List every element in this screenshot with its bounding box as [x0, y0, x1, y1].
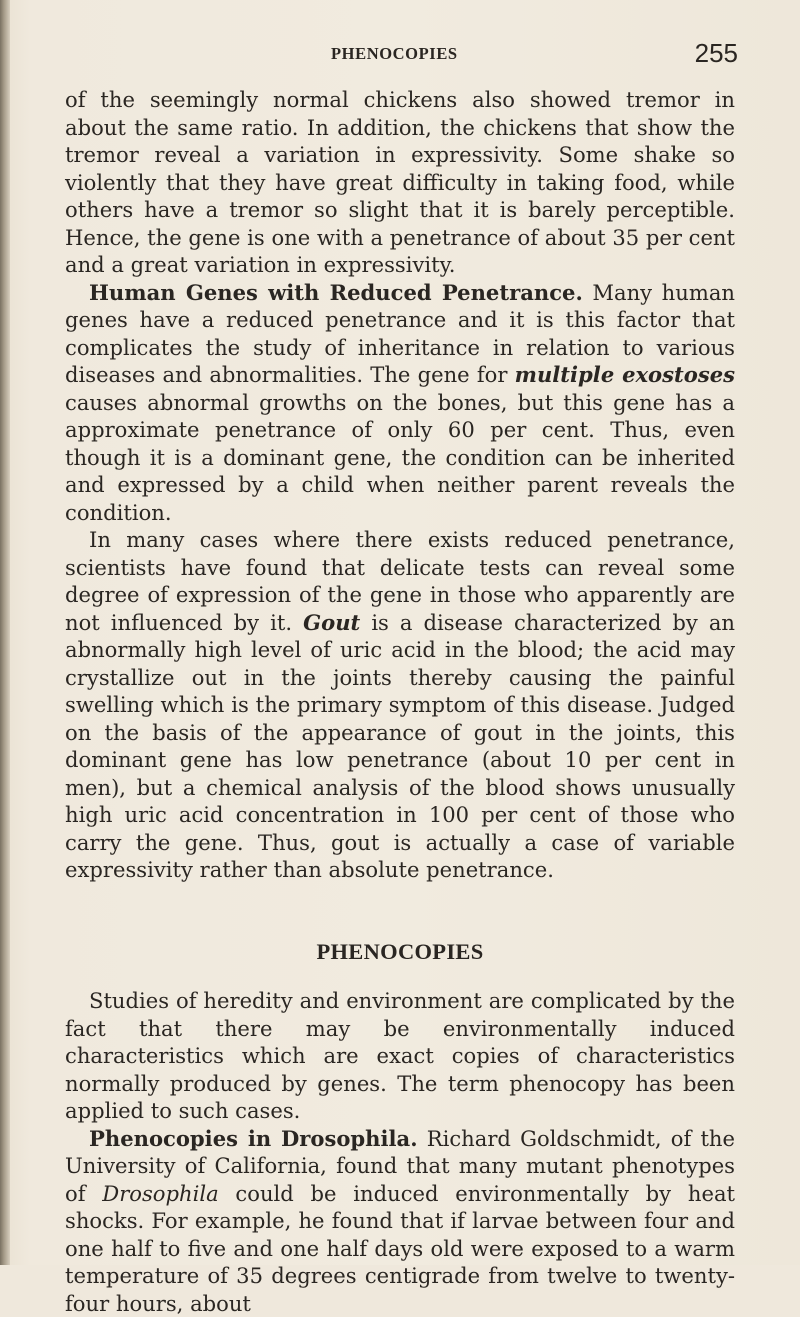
page-number: 255: [695, 38, 738, 69]
paragraph-phenocopy-intro: Studies of heredity and environment are complicated by the fact that there may be environmentally induced characteristics which are exact copies of characteristics normally produced by genes. The term phenocopy has been applied to such cases.: [65, 987, 735, 1125]
page-binding-edge: [0, 0, 10, 1265]
paragraph-text: Richard Goldschmidt, of the University of California, found that many mutant phenotypes of: [65, 1126, 735, 1206]
term-gout: Gout: [303, 610, 360, 635]
paragraph-gout: [65, 526, 735, 884]
paragraph-drosophila: [65, 1125, 735, 1317]
paragraph-text: is a disease characterized by an abnormally high level of uric acid in the blood; the acid may crystallize out in the joints thereby causing the painful swelling which is the primary symptom of this disease. Judged on the basis of the appearance of gout in the joints, this dominant gene has low penetrance (about 10 per cent in men), but a chemical analysis of the blood shows unusually high uric acid concentration in 100 per cent of those who carry the gene. Thus, gout is actually a case of variable expressivity rather than absolute penetrance.: [65, 610, 735, 883]
runin-heading-human-genes: Human Genes with Reduced Penetrance.: [89, 280, 583, 305]
running-head: PHENOCOPIES: [331, 44, 458, 64]
paragraph-text: causes abnormal growths on the bones, but this gene has a approximate penetrance of only 60 per cent. Thus, even though it is a dominant gene, the condition can be inherited and expressed by a child when neither parent reveals the condition.: [65, 390, 735, 525]
runin-heading-drosophila: Phenocopies in Drosophila.: [89, 1126, 418, 1151]
paragraph-continuation: of the seemingly normal chickens also showed tremor in about the same ratio. In addition, the chickens that show the tremor reveal a variation in expressivity. Some shake so violently that they have great difficulty in taking food, while others have a tremor so slight that it is barely perceptible. Hence, the gene is one with a penetrance of about 35 per cent and a great variation in expressivity.: [65, 86, 735, 279]
paragraph-human-genes: [65, 279, 735, 527]
term-multiple-exostoses: multiple exostoses: [515, 362, 735, 387]
paragraph-text: could be induced environmentally by heat shocks. For example, he found that if larvae between four and one half to five and one half days old were exposed to a warm temperature of 35 degrees centigrade from twelve to twenty-four hours, about: [65, 1181, 735, 1316]
paragraph-text: Many human genes have a reduced penetrance and it is this factor that complicates the study of inheritance in relation to various diseases and abnormalities. The gene for: [65, 280, 735, 388]
section-heading-phenocopies: PHENOCOPIES: [65, 938, 735, 966]
body-text: [65, 86, 735, 1317]
term-drosophila: Drosophila: [102, 1181, 218, 1206]
paragraph-text: In many cases where there exists reduced penetrance, scientists have found that delicate tests can reveal some degree of expression of the gene in those who apparently are not influenced by it.: [65, 527, 735, 635]
